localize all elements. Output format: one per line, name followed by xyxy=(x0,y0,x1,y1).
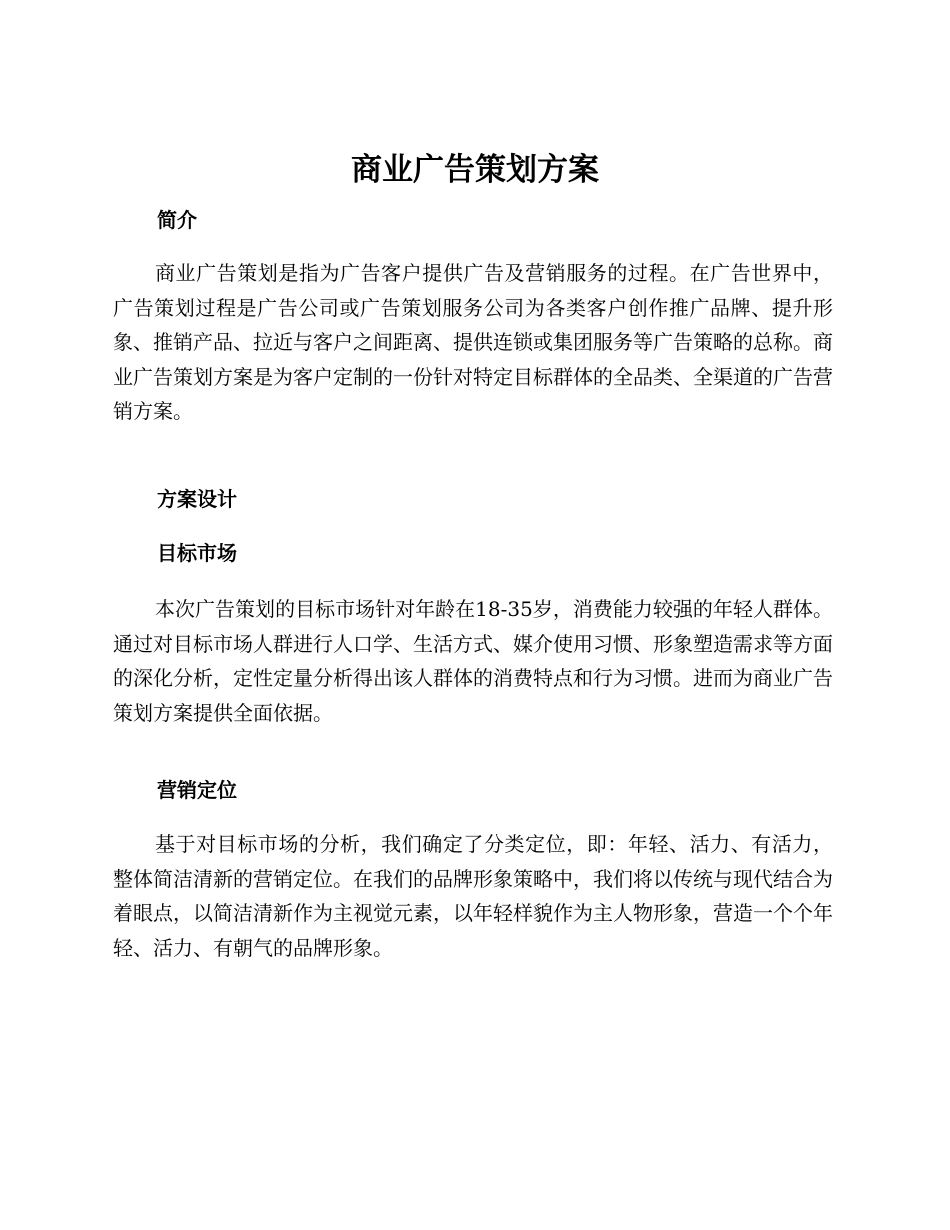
section-heading-design: 方案设计 xyxy=(157,487,237,511)
section-heading-intro: 简介 xyxy=(157,208,197,232)
section-heading-target-market: 目标市场 xyxy=(157,541,237,565)
paragraph-target-market: 本次广告策划的目标市场针对年龄在18-35岁，消费能力较强的年轻人群体。通过对目标市场人群进行人口学、生活方式、媒介使用习惯、形象塑造需求等方面的深化分析，定性定量分析得出该人群体的消费特点和行为习惯。进而为商业广告策划方案提供全面依据。 xyxy=(113,597,833,725)
paragraph-marketing-positioning: 基于对目标市场的分析，我们确定了分类定位，即：年轻、活力、有活力，整体简洁清新的营销定位。在我们的品牌形象策略中，我们将以传统与现代结合为着眼点，以简洁清新作为主视觉元素，以年轻样貌作为主人物形象，营造一个个年轻、活力、有朝气的品牌形象。 xyxy=(113,832,833,960)
paragraph-intro: 商业广告策划是指为广告客户提供广告及营销服务的过程。在广告世界中，广告策划过程是广告公司或广告策划服务公司为各类客户创作推广品牌、提升形象、推销产品、拉近与客户之间距离、提供连锁或集团服务等广告策略的总称。商业广告策划方案是为客户定制的一份针对特定目标群体的全品类、全渠道的广告营销方案。 xyxy=(113,261,833,423)
section-heading-marketing-positioning: 营销定位 xyxy=(157,778,237,802)
document-title: 商业广告策划方案 xyxy=(351,152,599,188)
